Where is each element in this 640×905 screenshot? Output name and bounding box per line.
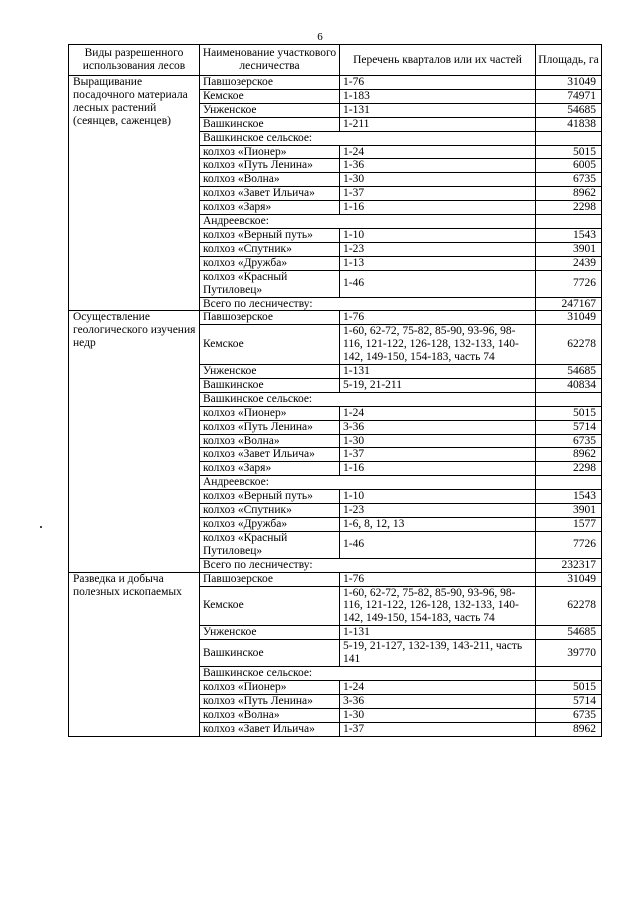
forestry-name-cell: колхоз «Пионер» — [200, 406, 340, 420]
forestry-name-cell: колхоз «Заря» — [200, 201, 340, 215]
forestry-name-cell: Унженское — [200, 626, 340, 640]
forestry-name-cell: Павшозерское — [200, 311, 340, 325]
forestry-name-cell: колхоз «Путь Ленина» — [200, 159, 340, 173]
area-cell: 62278 — [536, 325, 602, 365]
forestry-name-cell: колхоз «Пионер» — [200, 145, 340, 159]
area-cell: 2298 — [536, 462, 602, 476]
area-cell-empty — [536, 666, 602, 680]
forestry-name-cell: колхоз «Красный Путиловец» — [200, 270, 340, 297]
quarters-cell: 1-37 — [340, 722, 536, 736]
quarters-cell: 1-37 — [340, 448, 536, 462]
quarters-cell: 1-131 — [340, 365, 536, 379]
header-area: Площадь, га — [536, 45, 602, 76]
quarters-cell: 1-76 — [340, 311, 536, 325]
quarters-cell: 5-19, 21-211 — [340, 378, 536, 392]
area-cell: 5714 — [536, 694, 602, 708]
forestry-name-cell: Павшозерское — [200, 76, 340, 90]
forestry-total-label: Всего по лесничеству: — [200, 297, 536, 311]
subgroup-heading-cell: Андреевское: — [200, 215, 536, 229]
forestry-total-label: Всего по лесничеству: — [200, 558, 536, 572]
forestry-name-cell: колхоз «Верный путь» — [200, 228, 340, 242]
forestry-name-cell: Унженское — [200, 365, 340, 379]
area-cell: 7726 — [536, 531, 602, 558]
quarters-cell: 1-10 — [340, 228, 536, 242]
subgroup-heading-cell: Вашкинское сельское: — [200, 666, 536, 680]
area-cell: 54685 — [536, 365, 602, 379]
area-cell: 6735 — [536, 434, 602, 448]
area-cell: 5015 — [536, 680, 602, 694]
forestry-name-cell: Вашкинское — [200, 378, 340, 392]
header-quarters: Перечень кварталов или их частей — [340, 45, 536, 76]
area-cell: 1543 — [536, 228, 602, 242]
area-cell: 3901 — [536, 504, 602, 518]
forestry-name-cell: колхоз «Путь Ленина» — [200, 420, 340, 434]
area-cell-empty — [536, 131, 602, 145]
quarters-cell: 1-60, 62-72, 75-82, 85-90, 93-96, 98-116, 121-122, 126-128, 132-133, 140-142, 149-150, 154-183, часть 74 — [340, 586, 536, 626]
quarters-cell: 1-37 — [340, 187, 536, 201]
quarters-cell: 1-24 — [340, 406, 536, 420]
area-cell-empty — [536, 392, 602, 406]
quarters-cell: 1-23 — [340, 504, 536, 518]
use-type-cell: Разведка и добыча полезных ископаемых — [69, 572, 200, 736]
quarters-cell: 1-30 — [340, 173, 536, 187]
forestry-name-cell: колхоз «Волна» — [200, 434, 340, 448]
forestry-name-cell: Павшозерское — [200, 572, 340, 586]
header-use-type: Виды разрешенного использования лесов — [69, 45, 200, 76]
forestry-name-cell: Унженское — [200, 103, 340, 117]
quarters-cell: 1-13 — [340, 256, 536, 270]
quarters-cell: 1-6, 8, 12, 13 — [340, 518, 536, 532]
forestry-total-area: 247167 — [536, 297, 602, 311]
quarters-cell: 1-10 — [340, 490, 536, 504]
forestry-name-cell: Кемское — [200, 89, 340, 103]
quarters-cell: 1-131 — [340, 626, 536, 640]
forestry-name-cell: колхоз «Спутник» — [200, 504, 340, 518]
area-cell: 5015 — [536, 406, 602, 420]
forestry-name-cell: Вашкинское — [200, 117, 340, 131]
forestry-name-cell: колхоз «Волна» — [200, 173, 340, 187]
forestry-name-cell: колхоз «Пионер» — [200, 680, 340, 694]
forestry-name-cell: колхоз «Верный путь» — [200, 490, 340, 504]
table-header-row — [69, 45, 602, 76]
area-cell: 1543 — [536, 490, 602, 504]
area-cell: 31049 — [536, 572, 602, 586]
use-type-cell: Осуществление геологического изучения недр — [69, 311, 200, 572]
area-cell: 40834 — [536, 378, 602, 392]
quarters-cell: 3-36 — [340, 694, 536, 708]
area-cell: 31049 — [536, 311, 602, 325]
use-type-cell: Выращивание посадочного материала лесных растений (сеянцев, саженцев) — [69, 76, 200, 311]
quarters-cell: 1-24 — [340, 680, 536, 694]
area-cell: 41838 — [536, 117, 602, 131]
table-row — [69, 311, 602, 325]
quarters-cell: 1-131 — [340, 103, 536, 117]
forestry-name-cell: колхоз «Дружба» — [200, 518, 340, 532]
area-cell: 3901 — [536, 242, 602, 256]
forestry-name-cell: колхоз «Спутник» — [200, 242, 340, 256]
area-cell: 62278 — [536, 586, 602, 626]
quarters-cell: 1-76 — [340, 572, 536, 586]
area-cell: 2298 — [536, 201, 602, 215]
forestry-name-cell: колхоз «Красный Путиловец» — [200, 531, 340, 558]
quarters-cell: 1-30 — [340, 434, 536, 448]
area-cell: 74971 — [536, 89, 602, 103]
area-cell: 54685 — [536, 103, 602, 117]
forestry-name-cell: Вашкинское — [200, 640, 340, 667]
quarters-cell: 1-46 — [340, 270, 536, 297]
area-cell: 31049 — [536, 76, 602, 90]
quarters-cell: 1-183 — [340, 89, 536, 103]
area-cell: 54685 — [536, 626, 602, 640]
quarters-cell: 1-60, 62-72, 75-82, 85-90, 93-96, 98-116, 121-122, 126-128, 132-133, 140-142, 149-150, 154-183, часть 74 — [340, 325, 536, 365]
forestry-name-cell: колхоз «Путь Ленина» — [200, 694, 340, 708]
forestry-name-cell: Кемское — [200, 325, 340, 365]
subgroup-heading-cell: Вашкинское сельское: — [200, 131, 536, 145]
area-cell: 8962 — [536, 187, 602, 201]
header-forestry-name: Наименование участкового лесничества — [200, 45, 340, 76]
page-number: 6 — [317, 31, 323, 43]
area-cell: 5714 — [536, 420, 602, 434]
quarters-cell: 1-23 — [340, 242, 536, 256]
quarters-cell: 1-30 — [340, 708, 536, 722]
quarters-cell: 1-76 — [340, 76, 536, 90]
area-cell: 39770 — [536, 640, 602, 667]
table-row — [69, 76, 602, 90]
quarters-cell: 1-46 — [340, 531, 536, 558]
area-cell-empty — [536, 215, 602, 229]
quarters-cell: 3-36 — [340, 420, 536, 434]
table-row — [69, 572, 602, 586]
area-cell: 2439 — [536, 256, 602, 270]
area-cell: 6735 — [536, 708, 602, 722]
forestry-name-cell: колхоз «Завет Ильича» — [200, 448, 340, 462]
area-cell: 8962 — [536, 448, 602, 462]
forestry-name-cell: Кемское — [200, 586, 340, 626]
subgroup-heading-cell: Андреевское: — [200, 476, 536, 490]
area-cell: 7726 — [536, 270, 602, 297]
subgroup-heading-cell: Вашкинское сельское: — [200, 392, 536, 406]
area-cell: 6005 — [536, 159, 602, 173]
forestry-name-cell: колхоз «Завет Ильича» — [200, 722, 340, 736]
quarters-cell: 1-211 — [340, 117, 536, 131]
forestry-total-area: 232317 — [536, 558, 602, 572]
quarters-cell: 5-19, 21-127, 132-139, 143-211, часть 141 — [340, 640, 536, 667]
forest-use-table — [68, 44, 602, 737]
area-cell-empty — [536, 476, 602, 490]
forestry-name-cell: колхоз «Волна» — [200, 708, 340, 722]
quarters-cell: 1-36 — [340, 159, 536, 173]
quarters-cell: 1-24 — [340, 145, 536, 159]
quarters-cell: 1-16 — [340, 201, 536, 215]
area-cell: 1577 — [536, 518, 602, 532]
scan-speck — [40, 526, 42, 528]
forestry-name-cell: колхоз «Дружба» — [200, 256, 340, 270]
forestry-name-cell: колхоз «Заря» — [200, 462, 340, 476]
forestry-name-cell: колхоз «Завет Ильича» — [200, 187, 340, 201]
area-cell: 6735 — [536, 173, 602, 187]
area-cell: 8962 — [536, 722, 602, 736]
area-cell: 5015 — [536, 145, 602, 159]
quarters-cell: 1-16 — [340, 462, 536, 476]
